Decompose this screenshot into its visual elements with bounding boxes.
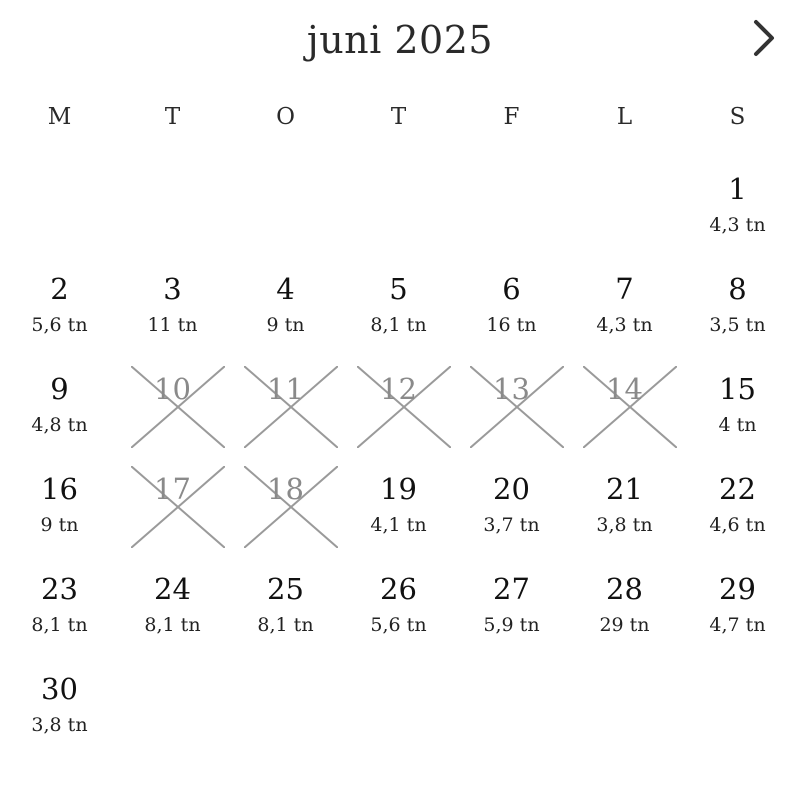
- day-cell[interactable]: [3, 266, 116, 366]
- day-cell[interactable]: [3, 566, 116, 666]
- day-number: 10: [154, 372, 191, 406]
- day-price: 29 tn: [599, 614, 650, 636]
- day-number: 6: [502, 272, 521, 306]
- day-number: 29: [719, 572, 756, 606]
- day-number: 28: [606, 572, 643, 606]
- day-price: 3,7 tn: [483, 514, 540, 536]
- weekday-label: O: [276, 104, 295, 130]
- day-number: 19: [380, 472, 417, 506]
- day-number: 5: [389, 272, 408, 306]
- day-number: 4: [276, 272, 295, 306]
- day-cell[interactable]: [681, 266, 794, 366]
- day-cell-unavailable: [116, 366, 229, 466]
- day-cell[interactable]: [3, 666, 116, 766]
- day-cell-unavailable: [455, 366, 568, 466]
- day-cell[interactable]: [681, 366, 794, 466]
- day-price: 4,3 tn: [596, 314, 653, 336]
- day-cell[interactable]: [681, 466, 794, 566]
- day-number: 7: [615, 272, 634, 306]
- day-price: 4,8 tn: [31, 414, 88, 436]
- day-price: 4 tn: [718, 414, 757, 436]
- day-number: 18: [267, 472, 304, 506]
- day-number: 26: [380, 572, 417, 606]
- day-price: 16 tn: [486, 314, 537, 336]
- day-price: 11 tn: [147, 314, 198, 336]
- weekday-label: T: [390, 104, 407, 130]
- day-cell-unavailable: [229, 466, 342, 566]
- day-cell[interactable]: [568, 466, 681, 566]
- day-cell[interactable]: [568, 266, 681, 366]
- day-price: 8,1 tn: [144, 614, 201, 636]
- day-price: 3,5 tn: [709, 314, 766, 336]
- day-cell[interactable]: [3, 466, 116, 566]
- day-number: 23: [41, 572, 78, 606]
- weekday-label: T: [164, 104, 181, 130]
- month-title: juni 2025: [306, 18, 494, 62]
- day-price: 8,1 tn: [31, 614, 88, 636]
- day-cell[interactable]: [229, 566, 342, 666]
- day-number: 3: [163, 272, 182, 306]
- weekday-label: S: [729, 104, 746, 130]
- weekday-label: F: [503, 104, 520, 130]
- day-number: 14: [606, 372, 643, 406]
- day-price: 4,3 tn: [709, 214, 766, 236]
- day-number: 25: [267, 572, 304, 606]
- day-number: 30: [41, 672, 78, 706]
- day-number: 24: [154, 572, 191, 606]
- day-cell[interactable]: [116, 266, 229, 366]
- day-price: 5,6 tn: [370, 614, 427, 636]
- day-number: 16: [41, 472, 78, 506]
- day-cell-unavailable: [116, 466, 229, 566]
- day-price: 4,7 tn: [709, 614, 766, 636]
- day-price: 9 tn: [266, 314, 305, 336]
- day-price: 5,6 tn: [31, 314, 88, 336]
- day-number: 17: [154, 472, 191, 506]
- day-number: 2: [50, 272, 69, 306]
- day-cell[interactable]: [455, 566, 568, 666]
- day-number: 13: [493, 372, 530, 406]
- day-price: 4,6 tn: [709, 514, 766, 536]
- day-number: 12: [380, 372, 417, 406]
- day-number: 9: [50, 372, 69, 406]
- weekday-label: M: [47, 104, 72, 130]
- day-number: 27: [493, 572, 530, 606]
- day-number: 20: [493, 472, 530, 506]
- day-number: 11: [267, 372, 304, 406]
- day-cell[interactable]: [681, 166, 794, 266]
- day-cell[interactable]: [229, 266, 342, 366]
- day-number: 22: [719, 472, 756, 506]
- day-cell[interactable]: [3, 366, 116, 466]
- day-number: 8: [728, 272, 747, 306]
- day-cell-unavailable: [568, 366, 681, 466]
- day-number: 1: [728, 172, 747, 206]
- day-cell-unavailable: [342, 366, 455, 466]
- day-price: 8,1 tn: [257, 614, 314, 636]
- weekday-label: L: [616, 104, 633, 130]
- day-price: 5,9 tn: [483, 614, 540, 636]
- day-price: 9 tn: [40, 514, 79, 536]
- day-number: 15: [719, 372, 756, 406]
- day-cell[interactable]: [342, 466, 455, 566]
- day-cell[interactable]: [342, 566, 455, 666]
- day-cell[interactable]: [681, 566, 794, 666]
- day-price: 3,8 tn: [596, 514, 653, 536]
- day-cell[interactable]: [116, 566, 229, 666]
- day-price: 8,1 tn: [370, 314, 427, 336]
- day-price: 4,1 tn: [370, 514, 427, 536]
- day-cell[interactable]: [455, 266, 568, 366]
- day-price: 3,8 tn: [31, 714, 88, 736]
- day-cell[interactable]: [342, 266, 455, 366]
- day-cell[interactable]: [568, 566, 681, 666]
- day-cell[interactable]: [455, 466, 568, 566]
- day-cell-unavailable: [229, 366, 342, 466]
- day-number: 21: [606, 472, 643, 506]
